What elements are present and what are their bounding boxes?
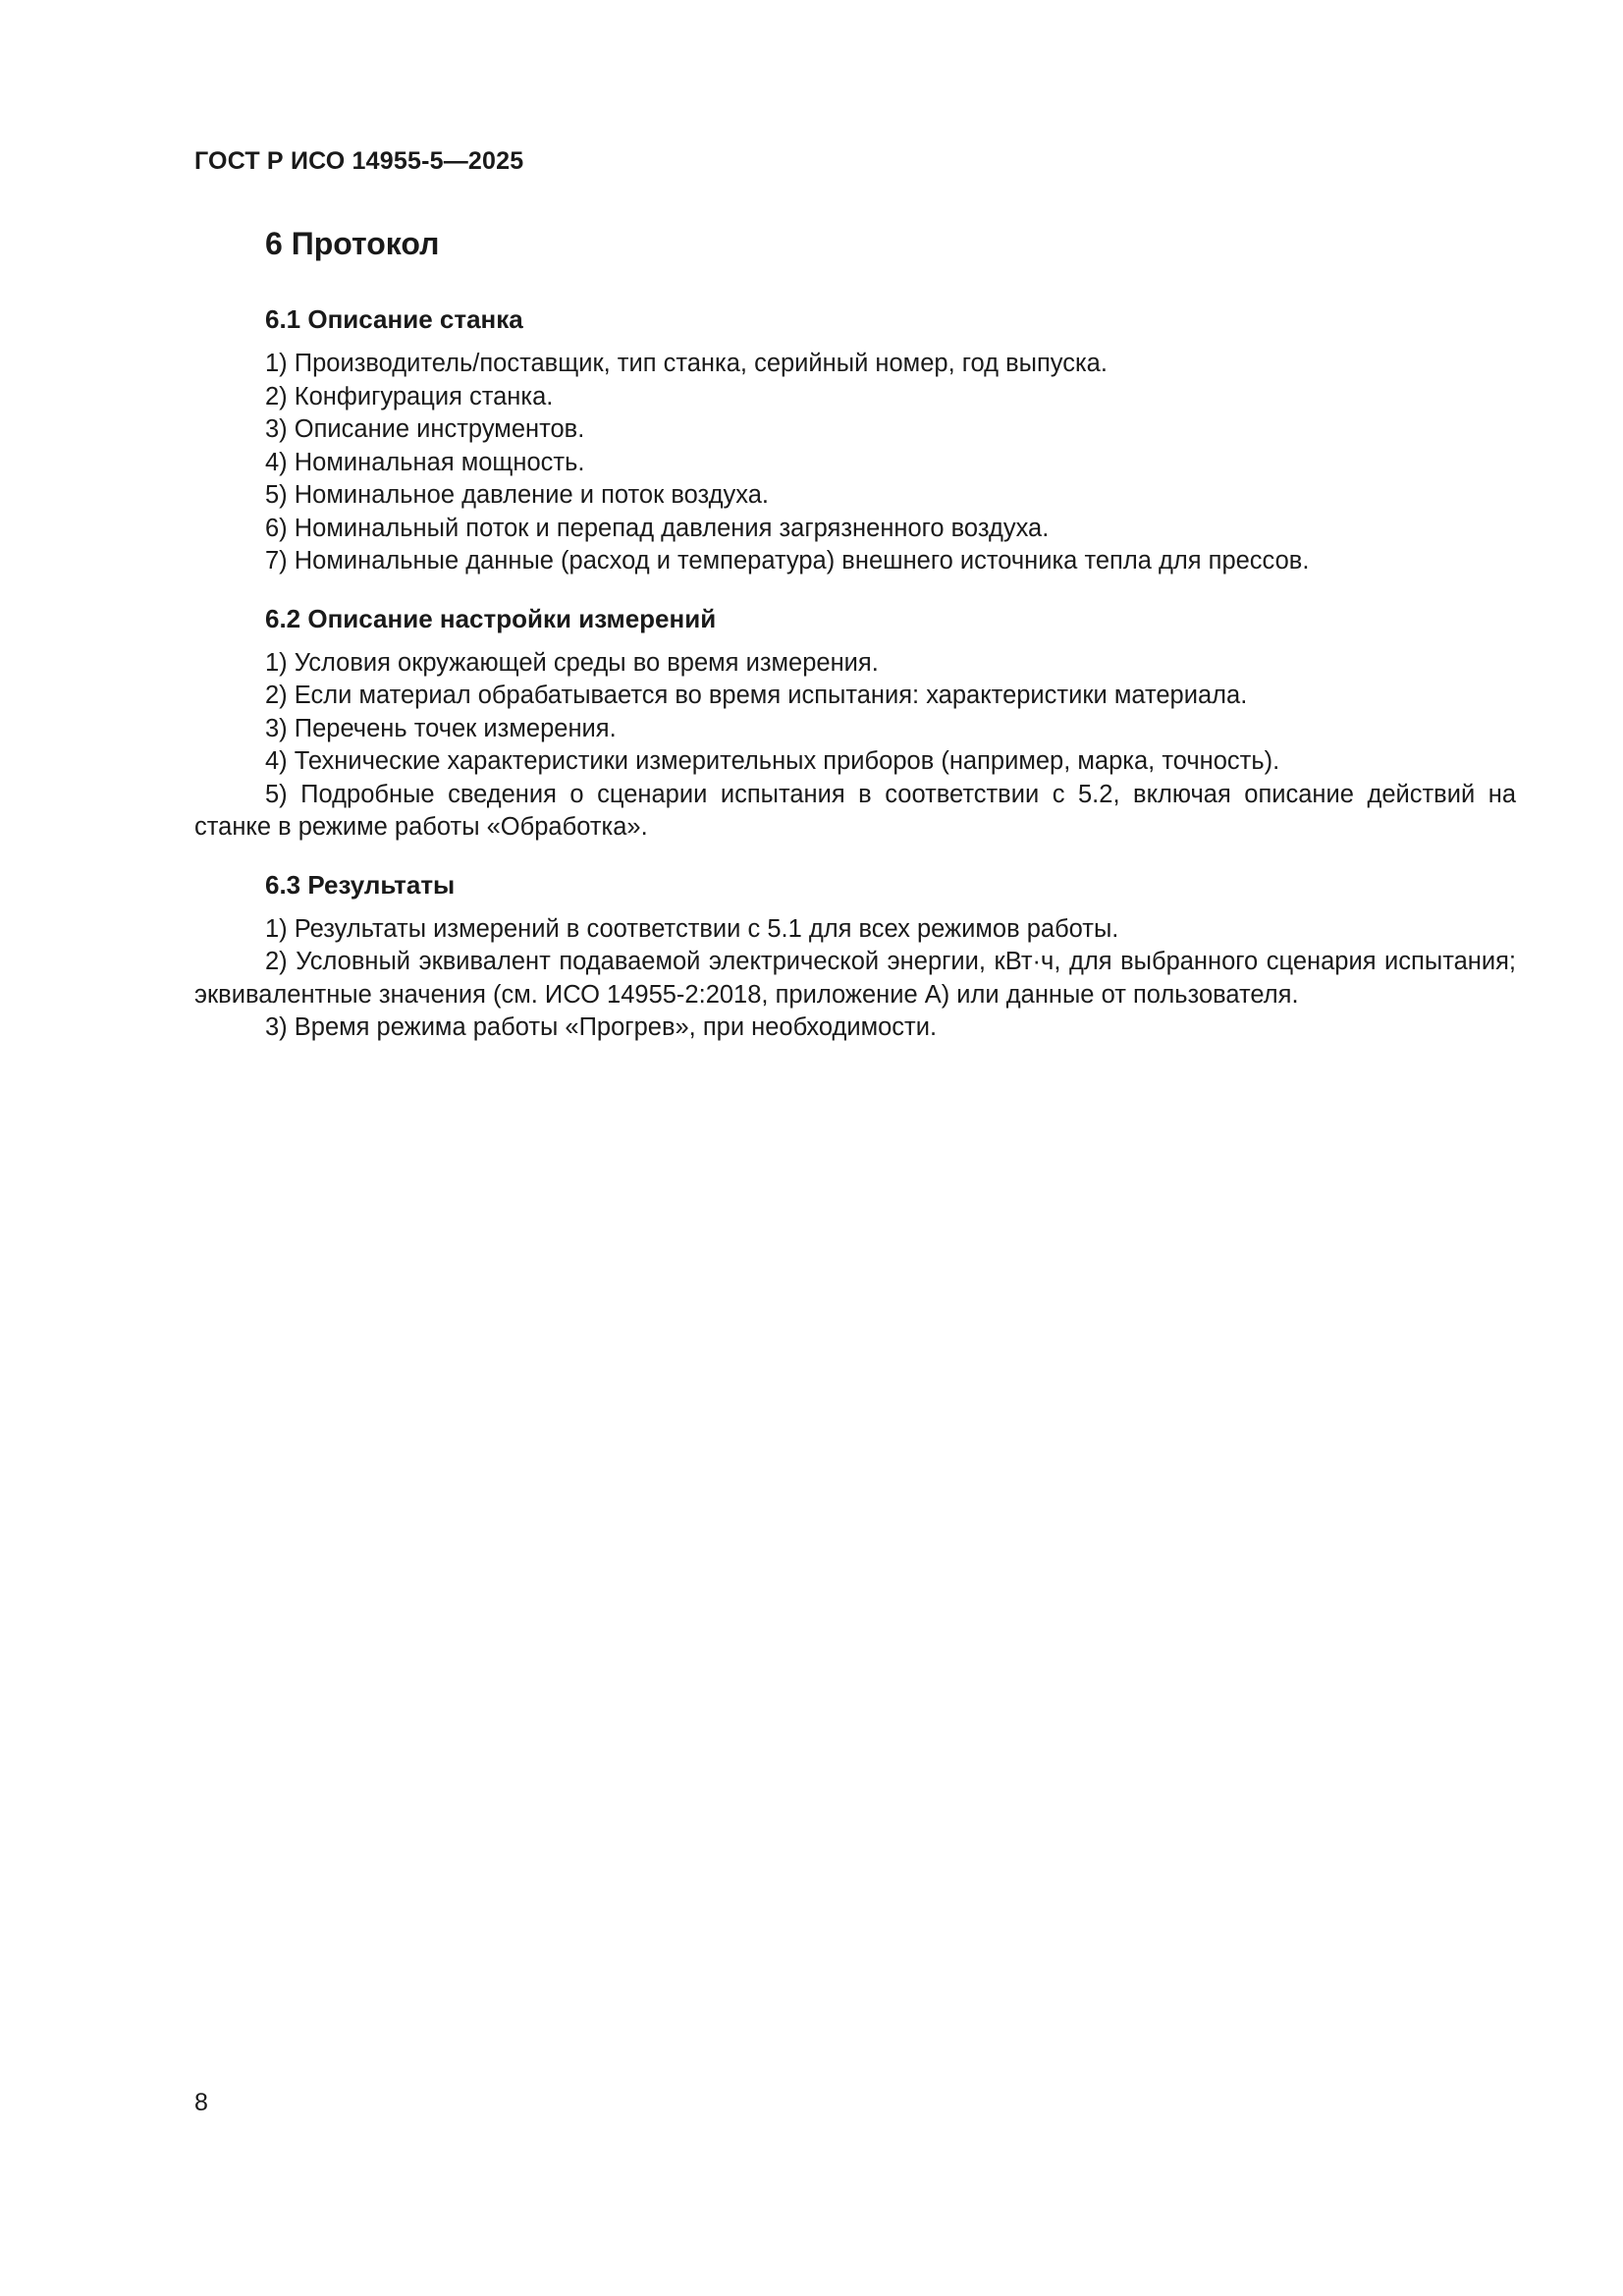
list-item: 3) Описание инструментов. <box>265 415 585 443</box>
list-item: 2) Конфигурация станка. <box>265 382 554 410</box>
list-item: 2) Условный эквивалент подаваемой электрической энергии, кВт·ч, для выбранного сценария испытания; эквивалентные значения (см. ИСО 14955-2:2018, приложение А) или данные от пользователя. <box>194 948 1516 1009</box>
subsection-title-machine-description: 6.1 Описание станка <box>265 304 523 334</box>
list-item: 2) Если материал обрабатывается во время испытания: характеристики материала. <box>265 682 1248 709</box>
list-item: 1) Условия окружающей среды во время измерения. <box>265 648 879 677</box>
subsection-title-results: 6.3 Результаты <box>265 869 456 900</box>
document-code-header: ГОСТ Р ИСО 14955-5—2025 <box>194 147 524 175</box>
subsection-title-measurement-setup: 6.2 Описание настройки измерений <box>265 603 717 633</box>
list-results <box>194 913 1516 1045</box>
list-item: 3) Время режима работы «Прогрев», при необходимости. <box>265 1013 938 1041</box>
page-number: 8 <box>194 2089 208 2116</box>
list-item: 6) Номинальный поток и перепад давления загрязненного воздуха. <box>265 514 1050 542</box>
list-measurement-setup <box>194 647 1516 845</box>
list-item: 1) Производитель/поставщик, тип станка, серийный номер, год выпуска. <box>265 350 1108 377</box>
list-item: 7) Номинальные данные (расход и температура) внешнего источника тепла для прессов. <box>265 547 1310 574</box>
section-title: 6 Протокол <box>265 226 440 261</box>
list-item: 1) Результаты измерений в соответствии с 5.1 для всех режимов работы. <box>265 914 1119 943</box>
list-item: 4) Номинальная мощность. <box>265 448 585 476</box>
list-item: 3) Перечень точек измерения. <box>265 714 617 742</box>
list-machine-description <box>194 348 1516 578</box>
list-item: 5) Номинальное давление и поток воздуха. <box>265 481 769 509</box>
document-body <box>194 222 1516 1045</box>
list-item: 5) Подробные сведения о сценарии испытания в соответствии с 5.2, включая описание действий на станке в режиме работы «Обработка». <box>194 780 1516 841</box>
list-item: 4) Технические характеристики измерительных приборов (например, марка, точность). <box>265 747 1280 775</box>
